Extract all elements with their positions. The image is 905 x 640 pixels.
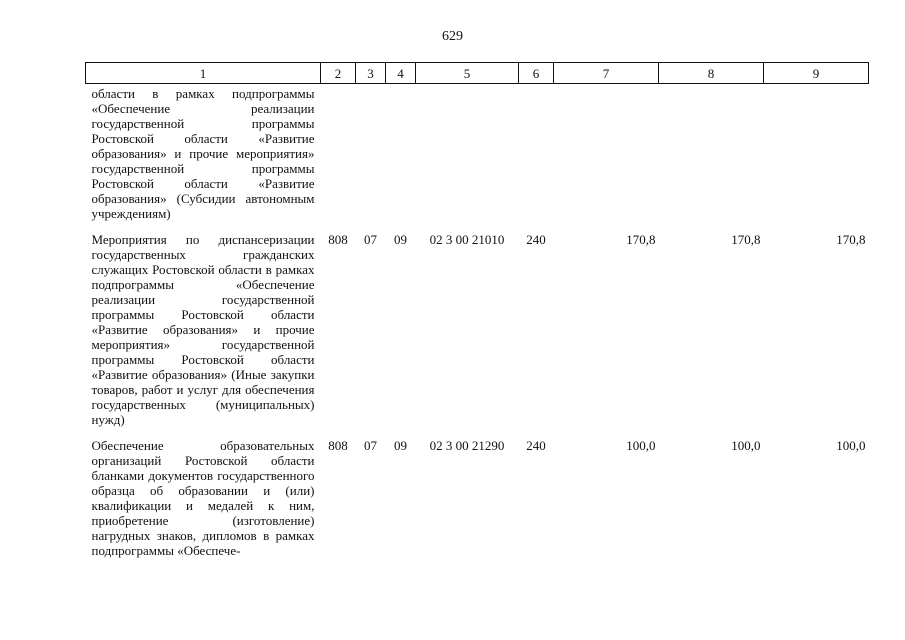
row-target-code: 02 3 00 21010 <box>429 232 505 247</box>
row-description: Мероприятия по диспансеризации государственных гражданских служащих Ростовской области в рамках подпрограммы «Обеспечение реализации государственной программы Ростовской области «Развитие образования» и прочие мероприятия» государственной программы Ростовской области «Развитие образования» (Иные закупки товаров, работ и услуг для обеспечения государственных (муниципальных) нужд) <box>91 232 315 427</box>
header-col-3: 3 <box>356 63 386 84</box>
header-col-8: 8 <box>659 63 764 84</box>
header-row <box>86 63 869 84</box>
row-target-code: 02 3 00 21290 <box>429 438 505 453</box>
row-expense-type <box>519 84 554 231</box>
row-amount-1: 170,8 <box>626 232 656 247</box>
header-col-2: 2 <box>321 63 356 84</box>
row-section-code <box>356 84 386 231</box>
row-subsection-code <box>386 84 416 231</box>
budget-table <box>85 62 869 567</box>
row-ministry-code <box>321 84 356 231</box>
table-row <box>86 84 869 231</box>
row-amount-3: 100,0 <box>836 438 866 453</box>
header-col-6: 6 <box>519 63 554 84</box>
row-amount-1: 100,0 <box>626 438 656 453</box>
row-amount-2: 100,0 <box>731 438 761 453</box>
table-row <box>86 436 869 567</box>
header-col-4: 4 <box>386 63 416 84</box>
header-col-9: 9 <box>764 63 869 84</box>
row-ministry-code: 808 <box>328 438 348 453</box>
row-expense-type: 240 <box>526 438 546 453</box>
table-row <box>86 230 869 436</box>
row-section-code: 07 <box>364 438 377 453</box>
row-section-code: 07 <box>364 232 377 247</box>
row-target-code <box>416 84 519 231</box>
page-number: 629 <box>442 29 463 44</box>
row-amount-3 <box>764 84 869 231</box>
header-col-7: 7 <box>554 63 659 84</box>
row-ministry-code: 808 <box>328 232 348 247</box>
row-amount-2: 170,8 <box>731 232 761 247</box>
row-amount-1 <box>554 84 659 231</box>
header-col-1: 1 <box>86 63 321 84</box>
header-col-5: 5 <box>416 63 519 84</box>
row-expense-type: 240 <box>526 232 546 247</box>
row-subsection-code: 09 <box>394 438 407 453</box>
row-amount-3: 170,8 <box>836 232 866 247</box>
row-description: Обеспечение образовательных организаций Ростовской области бланками документов государственного образца об образовании и (или) квалификации и медалей к ним, приобретение (изготовление) нагрудных знаков, дипломов в рамках подпрограммы «Обеспече- <box>91 438 315 558</box>
row-amount-2 <box>659 84 764 231</box>
row-description: области в рамках подпрограммы «Обеспечение реализации государственной программы Ростовской области «Развитие образования» и прочие мероприятия» государственной программы Ростовской области «Развитие образования» (Субсидии автономным учреждениям) <box>91 86 315 221</box>
row-subsection-code: 09 <box>394 232 407 247</box>
